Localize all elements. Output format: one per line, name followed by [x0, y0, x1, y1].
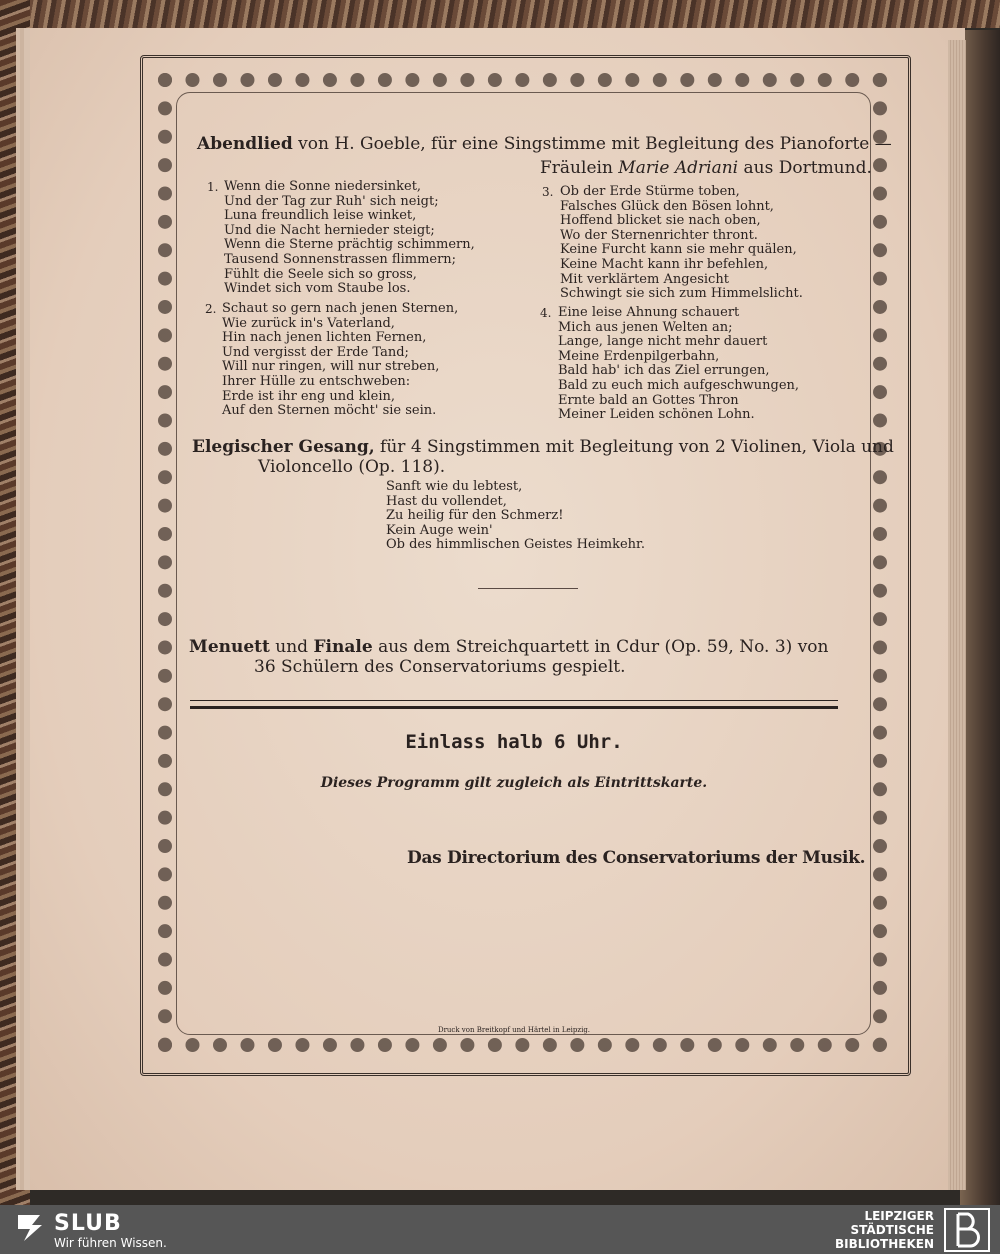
verse-line: Ob der Erde Stürme toben, [560, 184, 740, 199]
stanza-3 [560, 185, 803, 302]
verse-line: Erde ist ihr eng und klein, [222, 388, 396, 404]
library-line: BIBLIOTHEKEN [834, 1237, 934, 1251]
verse-line: Meiner Leiden schönen Lohn. [558, 407, 755, 423]
piece3-title-a: Menuett [189, 637, 270, 657]
performer-name: Marie Adriani [618, 158, 739, 178]
divider-thick [190, 706, 838, 709]
divider-thin [190, 700, 838, 701]
library-logo-icon [944, 1208, 990, 1252]
song2-title: Elegischer Gesang, [192, 437, 375, 457]
piece3-title-b: Finale [313, 637, 373, 657]
song2-description: für 4 Singstimmen mit Begleitung von 2 Violinen, Viola und [380, 437, 894, 457]
divider-short [478, 588, 578, 589]
library-name [835, 1209, 934, 1251]
song1-heading-line2 [540, 158, 872, 178]
verse-line: Und vergisst der Erde Tand; [222, 344, 409, 360]
song2-verse [386, 480, 645, 553]
song1-suffix: aus Dortmund. [743, 158, 872, 178]
verse-line: Ihrer Hülle zu entschweben: [222, 373, 411, 389]
verse-line: Und der Tag zur Ruh' sich neigt; [224, 193, 439, 209]
verse-line: Schaut so gern nach jenen Sternen, [222, 301, 459, 316]
verse-line: Tausend Sonnenstrassen flimmern; [224, 251, 457, 267]
verse-line: Windet sich vom Staube los. [224, 281, 411, 297]
song1-description: von H. Goeble, für eine Singstimme mit Begleitung des Pianoforte — [298, 134, 892, 154]
verse-line: Zu heilig für den Schmerz! [386, 508, 564, 524]
verse-line: Wo der Sternenrichter thront. [560, 227, 758, 243]
piece3-description: aus dem Streichquartett in Cdur (Op. 59, No. 3) von [378, 637, 829, 657]
book-cover-top [0, 0, 1000, 28]
verse-line: Falsches Glück den Bösen lohnt, [560, 198, 774, 214]
song1-heading-line1 [197, 134, 892, 154]
verse-line: Keine Macht kann ihr befehlen, [560, 256, 769, 272]
slub-logo-icon [12, 1211, 46, 1245]
verse-line: Will nur ringen, will nur streben, [222, 359, 440, 375]
verse-line: Ernte bald an Gottes Thron [558, 392, 739, 408]
verse-line: Kein Auge wein' [386, 522, 493, 538]
verse-line: Wenn die Sonne niedersinket, [224, 179, 422, 194]
verse-line: Ob des himmlischen Geistes Heimkehr. [386, 537, 645, 553]
book-cover-left [0, 0, 30, 1205]
slub-subtitle: Wir führen Wissen. [54, 1236, 167, 1250]
verse-line: Hin nach jenen lichten Fernen, [222, 330, 427, 346]
stanza-number: 1. [207, 180, 219, 194]
song2-heading-line2: Violoncello (Op. 118). [258, 457, 446, 477]
verse-line: Hast du vollendet, [386, 493, 507, 509]
verse-line: Keine Furcht kann sie mehr quälen, [560, 242, 797, 258]
verse-line: Eine leise Ahnung schauert [558, 305, 740, 320]
verse-line: Meine Erdenpilgerbahn, [558, 348, 720, 364]
printer-imprint: Druck von Breitkopf und Härtel in Leipzig. [437, 1026, 591, 1034]
stanza-number: 3. [542, 185, 554, 199]
stanza-number: 2. [205, 302, 217, 316]
stanza-number: 4. [540, 306, 552, 320]
song1-title: Abendlied [197, 134, 293, 154]
slub-title: SLUB [54, 1211, 122, 1236]
verse-line: Mit verklärtem Angesicht [560, 271, 729, 287]
song2-heading-line1 [192, 437, 894, 457]
ticket-note: Dieses Programm gilt zugleich als Eintrittskarte. [320, 775, 708, 791]
verse-line: Lange, lange nicht mehr dauert [558, 334, 768, 350]
library-line: LEIPZIGER [864, 1209, 934, 1223]
verse-line: Und die Nacht hernieder steigt; [224, 222, 435, 238]
stanza-4 [558, 306, 799, 423]
footer-bar [0, 1205, 1000, 1254]
verse-line: Mich aus jenen Welten an; [558, 319, 733, 335]
stanza-1 [224, 180, 475, 297]
stanza-2 [222, 302, 458, 419]
piece3-heading-line1 [189, 637, 828, 657]
verse-line: Wenn die Sterne prächtig schimmern, [224, 237, 475, 253]
piece3-heading-line2: 36 Schülern des Conservatoriums gespielt. [254, 657, 626, 677]
verse-line: Luna freundlich leise winket, [224, 208, 417, 224]
verse-line: Auf den Sternen möcht' sie sein. [222, 403, 437, 419]
verse-line: Sanft wie du lebtest, [386, 479, 523, 494]
verse-line: Wie zurück in's Vaterland, [222, 315, 395, 331]
library-line: STÄDTISCHE [850, 1223, 934, 1237]
signature: Das Directorium des Conservatoriums der Musik. [407, 848, 866, 868]
piece3-conjunction: und [275, 637, 309, 657]
page-edge [948, 40, 966, 1190]
admission-text: Einlass halb 6 Uhr. [405, 731, 623, 753]
verse-line: Schwingt sie sich zum Himmelslicht. [560, 286, 803, 302]
song1-prefix: Fräulein [540, 158, 613, 178]
verse-line: Bald hab' ich das Ziel errungen, [558, 363, 770, 379]
verse-line: Fühlt die Seele sich so gross, [224, 266, 417, 282]
verse-line: Hoffend blicket sie nach oben, [560, 213, 761, 229]
verse-line: Bald zu euch mich aufgeschwungen, [558, 377, 800, 393]
